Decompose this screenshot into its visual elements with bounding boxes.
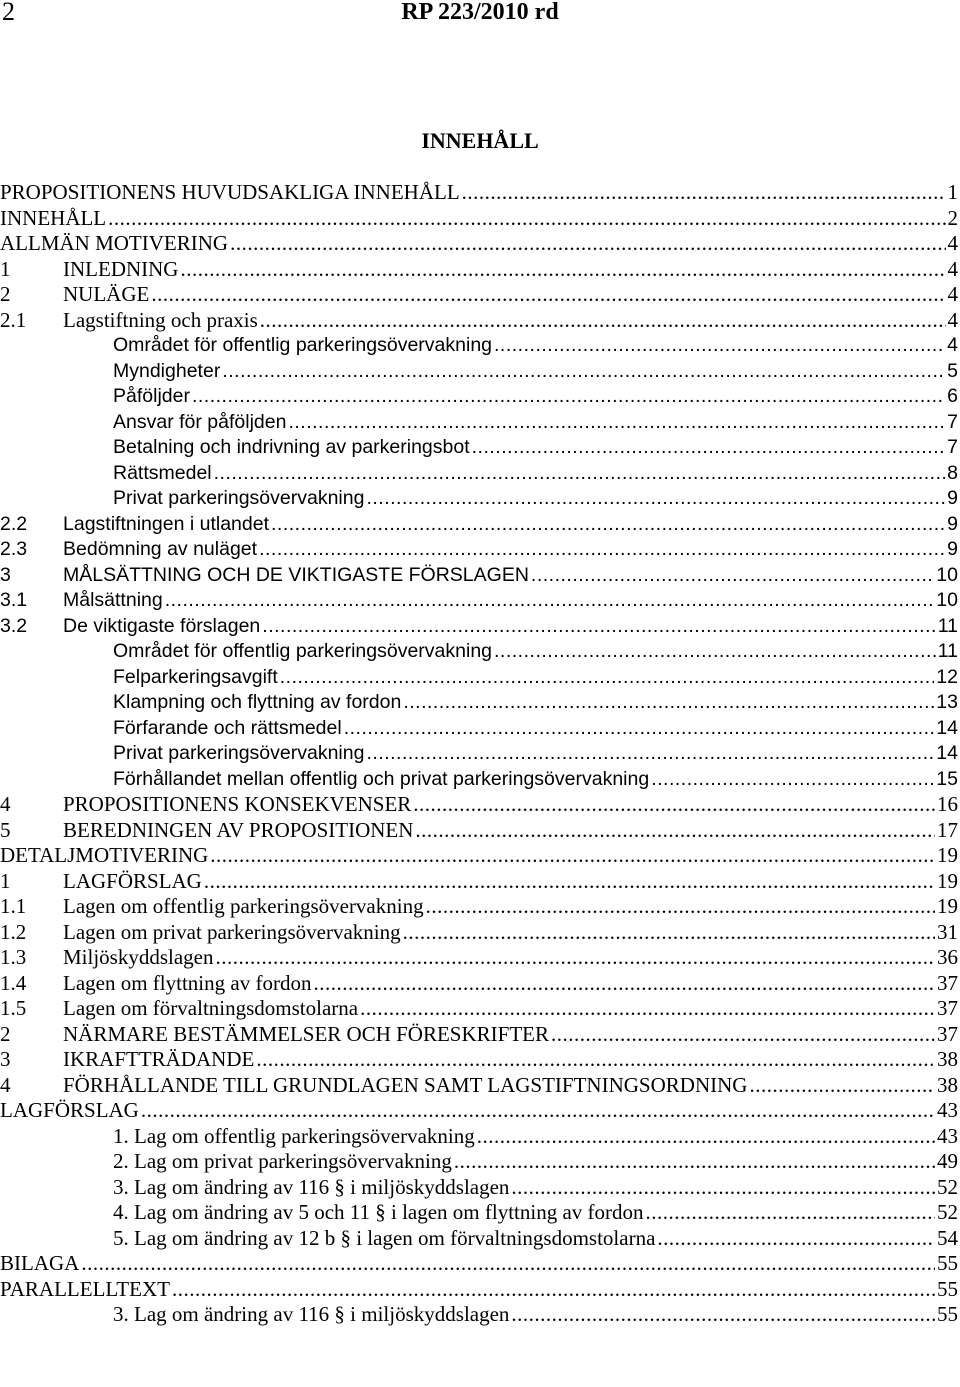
toc-entry[interactable]	[0, 359, 960, 385]
toc-entry-label: DETALJMOTIVERING	[0, 843, 209, 867]
toc-entry-page: 55	[937, 1251, 958, 1275]
dot-leader	[280, 665, 935, 691]
toc-entry[interactable]	[0, 206, 960, 232]
toc-entry-page: 54	[937, 1225, 958, 1250]
toc-entry-page: 43	[937, 1098, 958, 1122]
toc-entry-page: 52	[937, 1200, 958, 1224]
toc-entry-number: 2	[0, 1021, 11, 1046]
toc-entry[interactable]	[0, 1022, 960, 1048]
toc-entry-label: BILAGA	[0, 1251, 80, 1275]
dot-leader	[366, 486, 945, 512]
toc-entry-page: 17	[937, 817, 958, 842]
toc-entry-page: 9	[947, 538, 958, 560]
toc-entry-label: Bedömning av nuläget	[63, 538, 258, 560]
dot-leader	[141, 1098, 935, 1124]
toc-entry[interactable]	[0, 1226, 960, 1252]
toc-entry[interactable]	[0, 512, 960, 538]
toc-entry[interactable]	[0, 920, 960, 946]
dot-leader	[204, 869, 935, 895]
toc-entry-label: NÄRMARE BESTÄMMELSER OCH FÖRESKRIFTER	[63, 1021, 549, 1046]
dot-leader	[511, 1302, 935, 1328]
toc-entry-label: Privat parkeringsövervakning	[113, 487, 365, 509]
toc-entry-page: 19	[937, 894, 958, 918]
toc-entry[interactable]	[0, 563, 960, 589]
dot-leader	[749, 1073, 935, 1099]
toc-entry[interactable]	[0, 1047, 960, 1073]
toc-entry-label: Miljöskyddslagen	[63, 945, 214, 969]
toc-entry-page: 55	[937, 1302, 958, 1326]
toc-entry-number: 1.4	[0, 970, 27, 995]
dot-leader	[360, 996, 935, 1022]
toc-entry-page: 31	[937, 919, 958, 944]
toc-entry[interactable]	[0, 639, 960, 665]
toc-entry-label: Betalning och indrivning av parkeringsbot	[113, 436, 470, 458]
dot-leader	[531, 563, 934, 589]
toc-entry[interactable]	[0, 1124, 960, 1150]
toc-entry[interactable]	[0, 1175, 960, 1201]
toc-entry[interactable]	[0, 665, 960, 691]
toc-entry-label: BEREDNINGEN AV PROPOSITIONEN	[63, 817, 414, 842]
toc-entry-page: 1	[947, 180, 958, 204]
dot-leader	[172, 1277, 935, 1303]
dot-leader	[222, 359, 945, 385]
toc-entry-label: PROPOSITIONENS KONSEKVENSER	[63, 792, 412, 816]
toc-entry-label: Påföljder	[113, 385, 190, 407]
toc-entry-label: Målsättning	[63, 589, 163, 611]
toc-entry[interactable]	[0, 180, 960, 206]
toc-entry[interactable]	[0, 1149, 960, 1175]
toc-entry-label: Förhållandet mellan offentlig och privat parkeringsövervakning	[113, 767, 650, 790]
dot-leader	[271, 512, 945, 538]
toc-entry-page: 37	[937, 970, 958, 995]
toc-entry-page: 7	[947, 436, 958, 458]
toc-entry-page: 4	[947, 256, 958, 281]
toc-entry-number: 4	[0, 792, 11, 816]
toc-entry-page: 10	[936, 563, 958, 586]
toc-entry-page: 4	[947, 334, 958, 356]
toc-entry-number: 2	[0, 282, 11, 306]
toc-entry-page: 15	[936, 767, 958, 790]
toc-entry-page: 14	[936, 742, 958, 764]
toc-entry[interactable]	[0, 869, 960, 895]
toc-entry-page: 19	[937, 868, 958, 893]
toc-entry[interactable]	[0, 996, 960, 1022]
toc-entry-label: MÅLSÄTTNING OCH DE VIKTIGASTE FÖRSLAGEN	[63, 563, 529, 586]
toc-entry[interactable]	[0, 461, 960, 487]
dot-leader	[214, 461, 946, 487]
toc-entry[interactable]	[0, 257, 960, 283]
toc-entry-number: 2.1	[0, 307, 27, 332]
toc-entry-label: INLEDNING	[63, 256, 179, 281]
toc-entry-page: 55	[937, 1276, 958, 1301]
toc-entry-page: 4	[947, 282, 958, 306]
dot-leader	[472, 435, 946, 461]
toc-entry[interactable]	[0, 537, 960, 563]
toc-entry[interactable]	[0, 1302, 960, 1328]
toc-entry-label: Rättsmedel	[113, 461, 212, 484]
toc-entry[interactable]	[0, 308, 960, 334]
toc-entry-label: Lagen om flyttning av fordon	[63, 970, 312, 995]
toc-entry[interactable]	[0, 1200, 960, 1226]
dot-leader	[646, 1200, 935, 1226]
dot-leader	[426, 894, 935, 920]
dot-leader	[108, 206, 945, 232]
dot-leader	[494, 639, 936, 665]
toc-entry-label: De viktigaste förslagen	[63, 614, 261, 637]
dot-leader	[192, 384, 945, 410]
toc-entry-page: 12	[936, 665, 958, 688]
toc-entry-label: 3. Lag om ändring av 116 § i miljöskyddslagen	[113, 1302, 510, 1326]
toc-entry-page: 52	[937, 1174, 958, 1199]
toc-entry-label: 5. Lag om ändring av 12 b § i lagen om förvaltningsdomstolarna	[113, 1225, 656, 1250]
toc-entry-page: 4	[947, 307, 958, 332]
dot-leader	[216, 945, 936, 971]
toc-entry[interactable]	[0, 971, 960, 997]
toc-entry[interactable]	[0, 435, 960, 461]
toc-entry-number: 3	[0, 563, 11, 586]
toc-entry-label: ALLMÄN MOTIVERING	[0, 231, 229, 255]
toc-entry-label: Lagen om förvaltningsdomstolarna	[63, 996, 359, 1020]
dot-leader	[210, 843, 935, 869]
dot-leader	[511, 1175, 935, 1201]
toc-entry-label: PROPOSITIONENS HUVUDSAKLIGA INNEHÅLL	[0, 180, 460, 204]
toc-entry-number: 3	[0, 1047, 11, 1071]
toc-entry-number: 5	[0, 817, 11, 842]
toc-entry-label: Myndigheter	[113, 359, 221, 382]
toc-entry-number: 1	[0, 868, 11, 893]
toc-entry-page: 10	[936, 589, 958, 611]
toc-entry-number: 3.2	[0, 614, 28, 637]
toc-entry[interactable]	[0, 792, 960, 818]
running-header: RP 223/2010 rd	[401, 0, 559, 25]
toc-entry-label: FÖRHÅLLANDE TILL GRUNDLAGEN SAMT LAGSTIFTNINGSORDNING	[63, 1072, 748, 1097]
dot-leader	[151, 282, 945, 308]
dot-leader	[413, 792, 935, 818]
toc-entry-page: 11	[937, 614, 958, 637]
toc-entry-page: 2	[947, 205, 958, 230]
dot-leader	[494, 333, 945, 359]
toc-entry-label: Lagen om offentlig parkeringsövervakning	[63, 894, 424, 918]
toc-entry-label: Ansvar för påföljden	[113, 410, 287, 433]
toc-entry[interactable]	[0, 333, 960, 359]
toc-entry-label: 3. Lag om ändring av 116 § i miljöskyddslagen	[113, 1174, 510, 1199]
toc-entry-page: 36	[937, 945, 958, 969]
toc-entry-page: 37	[937, 1021, 958, 1046]
dot-leader	[366, 741, 934, 767]
toc-entry-label: Lagstiftningen i utlandet	[63, 512, 269, 535]
toc-entry-number: 1	[0, 256, 11, 281]
toc-entry-label: NULÄGE	[63, 282, 150, 306]
dot-leader	[403, 920, 935, 946]
toc-entry-page: 6	[947, 385, 958, 407]
toc-entry[interactable]	[0, 1073, 960, 1099]
page-number: 2	[2, 0, 15, 26]
toc-entry-page: 38	[937, 1072, 958, 1097]
dot-leader	[651, 767, 934, 793]
toc-entry-number: 1.5	[0, 996, 27, 1020]
toc-entry-label: Klampning och flyttning av fordon	[113, 691, 402, 713]
toc-entry-page: 16	[937, 792, 958, 816]
toc-entry-page: 4	[947, 231, 958, 255]
toc-entry-page: 8	[947, 461, 958, 484]
toc-entry-number: 2.3	[0, 538, 28, 560]
toc-entry-page: 7	[947, 410, 958, 433]
toc-entry-label: Privat parkeringsövervakning	[113, 742, 365, 764]
toc-entry-page: 9	[947, 487, 958, 509]
toc-entry[interactable]	[0, 690, 960, 716]
dot-leader	[262, 614, 935, 640]
toc-entry-label: INNEHÅLL	[0, 205, 107, 230]
dot-leader	[344, 716, 935, 742]
toc-entry[interactable]	[0, 767, 960, 793]
toc-entry[interactable]	[0, 384, 960, 410]
dot-leader	[259, 537, 945, 563]
dot-leader	[454, 1149, 935, 1175]
toc-entry-label: 4. Lag om ändring av 5 och 11 § i lagen om flyttning av fordon	[113, 1200, 644, 1224]
table-of-contents	[0, 180, 960, 1328]
toc-entry-label: Lagen om privat parkeringsövervakning	[63, 919, 401, 944]
dot-leader	[81, 1251, 935, 1277]
toc-entry[interactable]	[0, 945, 960, 971]
toc-entry-number: 2.2	[0, 512, 28, 535]
dot-leader	[260, 308, 946, 334]
toc-entry[interactable]	[0, 410, 960, 436]
dot-leader	[230, 231, 945, 257]
toc-entry[interactable]	[0, 486, 960, 512]
toc-entry-page: 14	[936, 716, 958, 739]
dot-leader	[313, 971, 935, 997]
toc-entry[interactable]	[0, 843, 960, 869]
toc-entry-page: 5	[947, 359, 958, 382]
toc-title: INNEHÅLL	[421, 128, 539, 153]
dot-leader	[657, 1226, 935, 1252]
toc-entry-label: 2. Lag om privat parkeringsövervakning	[113, 1149, 452, 1173]
toc-entry[interactable]	[0, 1251, 960, 1277]
toc-entry[interactable]	[0, 894, 960, 920]
toc-entry-page: 37	[937, 996, 958, 1020]
toc-entry-number: 4	[0, 1072, 11, 1097]
toc-entry-label: IKRAFTTRÄDANDE	[63, 1047, 255, 1071]
toc-entry-number: 1.3	[0, 945, 27, 969]
toc-entry[interactable]	[0, 741, 960, 767]
toc-entry-label: PARALLELLTEXT	[0, 1276, 170, 1301]
toc-entry-page: 38	[937, 1047, 958, 1071]
dot-leader	[403, 690, 934, 716]
toc-entry-page: 43	[937, 1123, 958, 1148]
toc-entry-label: Felparkeringsavgift	[113, 665, 278, 688]
toc-entry[interactable]	[0, 1098, 960, 1124]
toc-entry-label: Området för offentlig parkeringsövervakning	[113, 334, 493, 356]
toc-entry-number: 3.1	[0, 589, 28, 611]
toc-entry-label: Området för offentlig parkeringsövervakning	[113, 640, 493, 662]
toc-entry-label: Lagstiftning och praxis	[63, 307, 258, 332]
toc-entry-page: 13	[936, 691, 958, 713]
toc-entry-number: 1.1	[0, 894, 27, 918]
dot-leader	[288, 410, 945, 436]
dot-leader	[551, 1022, 935, 1048]
toc-entry[interactable]	[0, 614, 960, 640]
toc-entry-number: 1.2	[0, 919, 27, 944]
toc-entry-page: 11	[937, 640, 958, 662]
toc-entry[interactable]	[0, 716, 960, 742]
toc-entry-label: LAGFÖRSLAG	[0, 1098, 139, 1122]
toc-entry[interactable]	[0, 231, 960, 257]
toc-entry[interactable]	[0, 818, 960, 844]
toc-entry-label: 1. Lag om offentlig parkeringsövervakning	[113, 1123, 475, 1148]
dot-leader	[165, 588, 935, 614]
dot-leader	[415, 818, 935, 844]
toc-entry-page: 9	[947, 512, 958, 535]
dot-leader	[256, 1047, 935, 1073]
dot-leader	[477, 1124, 935, 1150]
toc-entry-page: 49	[937, 1149, 958, 1173]
toc-entry[interactable]	[0, 588, 960, 614]
toc-entry-label: LAGFÖRSLAG	[63, 868, 202, 893]
toc-entry[interactable]	[0, 1277, 960, 1303]
toc-entry[interactable]	[0, 282, 960, 308]
toc-entry-label: Förfarande och rättsmedel	[113, 716, 342, 739]
dot-leader	[180, 257, 945, 283]
dot-leader	[462, 180, 946, 206]
toc-entry-page: 19	[937, 843, 958, 867]
